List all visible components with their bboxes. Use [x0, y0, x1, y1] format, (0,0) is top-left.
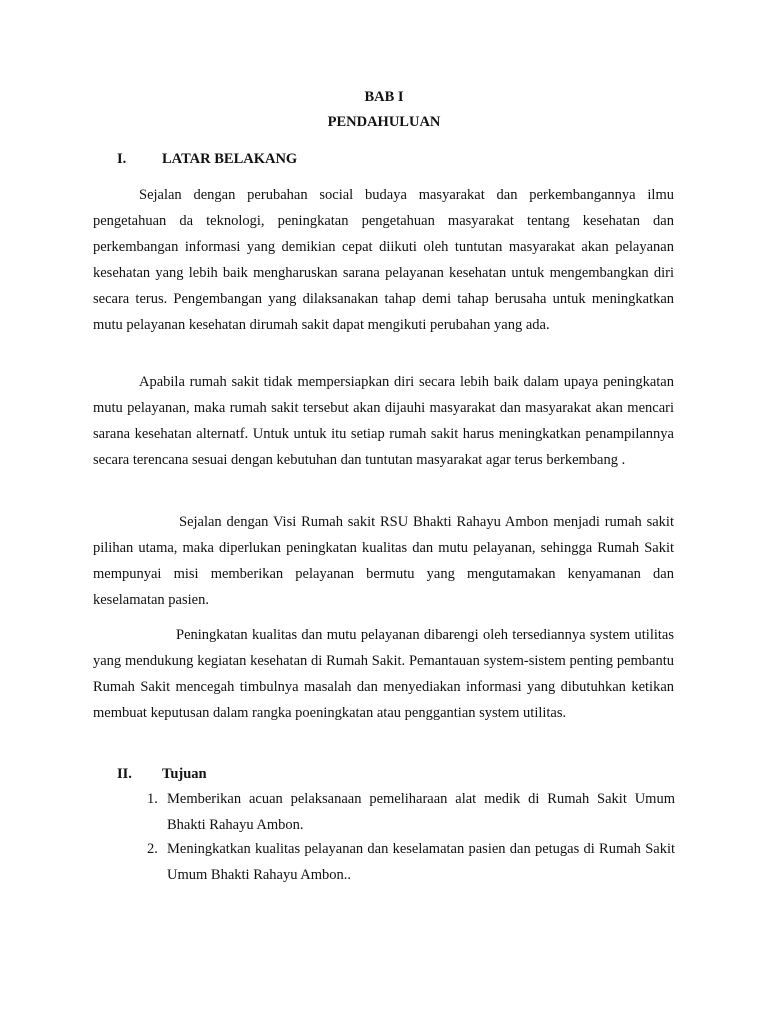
- list-item: [147, 786, 675, 838]
- section-number: I.: [117, 151, 127, 167]
- section-heading-latar-belakang: [117, 150, 297, 168]
- chapter-title: PENDAHULUAN: [327, 114, 441, 130]
- list-item-number: 1.: [147, 791, 158, 807]
- list-item-number: 2.: [147, 841, 158, 857]
- section-title: LATAR BELAKANG: [162, 151, 298, 167]
- list-item-text: Memberikan acuan pelaksanaan pemeliharaan alat medik di Rumah Sakit Umum Bhakti Rahayu Ambon.: [167, 791, 675, 833]
- section-heading-tujuan: [117, 765, 207, 783]
- section-number: II.: [117, 766, 132, 782]
- chapter-label: BAB I: [364, 89, 404, 105]
- paragraph-2: Apabila rumah sakit tidak mempersiapkan diri secara lebih baik dalam upaya peningkatan mutu pelayanan, maka rumah sakit tersebut akan dijauhi masyarakat dan masyarakat akan mencari sarana kesehatan alternatf. Untuk untuk itu setiap rumah sakit harus meningkatkan penampilannya secara terencana sesuai dengan kebutuhan dan tuntutan masyarakat agar terus berkembang .: [93, 374, 674, 468]
- list-item-text: Meningkatkan kualitas pelayanan dan keselamatan pasien dan petugas di Rumah Sakit Umum Bhakti Rahayu Ambon..: [167, 841, 675, 883]
- paragraph-4: Peningkatan kualitas dan mutu pelayanan dibarengi oleh tersediannya system utilitas yang mendukung kegiatan kesehatan di Rumah Sakit. Pemantauan system-sistem penting pembantu Rumah Sakit mencegah timbulnya masalah dan menyediakan informasi yang dibutuhkan ketikan membuat keputusan dalam rangka poeningkatan atau penggantian system utilitas.: [93, 627, 674, 721]
- list-item: [147, 836, 675, 888]
- paragraph-3: Sejalan dengan Visi Rumah sakit RSU Bhakti Rahayu Ambon menjadi rumah sakit pilihan utama, maka diperlukan peningkatan kualitas dan mutu pelayanan, sehingga Rumah Sakit mempunyai misi memberikan pelayanan bermutu yang mengutamakan kenyamanan dan keselamatan pasien.: [93, 514, 674, 608]
- section-title: Tujuan: [162, 766, 207, 782]
- paragraph-1: Sejalan dengan perubahan social budaya masyarakat dan perkembangannya ilmu pengetahuan da teknologi, peningkatan pengetahuan masyarakat tentang kesehatan dan perkembangan informasi yang demikian cepat diikuti oleh tuntutan masyarakat akan pelayanan kesehatan yang lebih baik mengharuskan sarana pelayanan kesehatan untuk mengembangkan diri secara terus. Pengembangan yang dilaksanakan tahap demi tahap berusaha untuk meningkatkan mutu pelayanan kesehatan dirumah sakit dapat mengikuti perubahan yang ada.: [93, 187, 674, 333]
